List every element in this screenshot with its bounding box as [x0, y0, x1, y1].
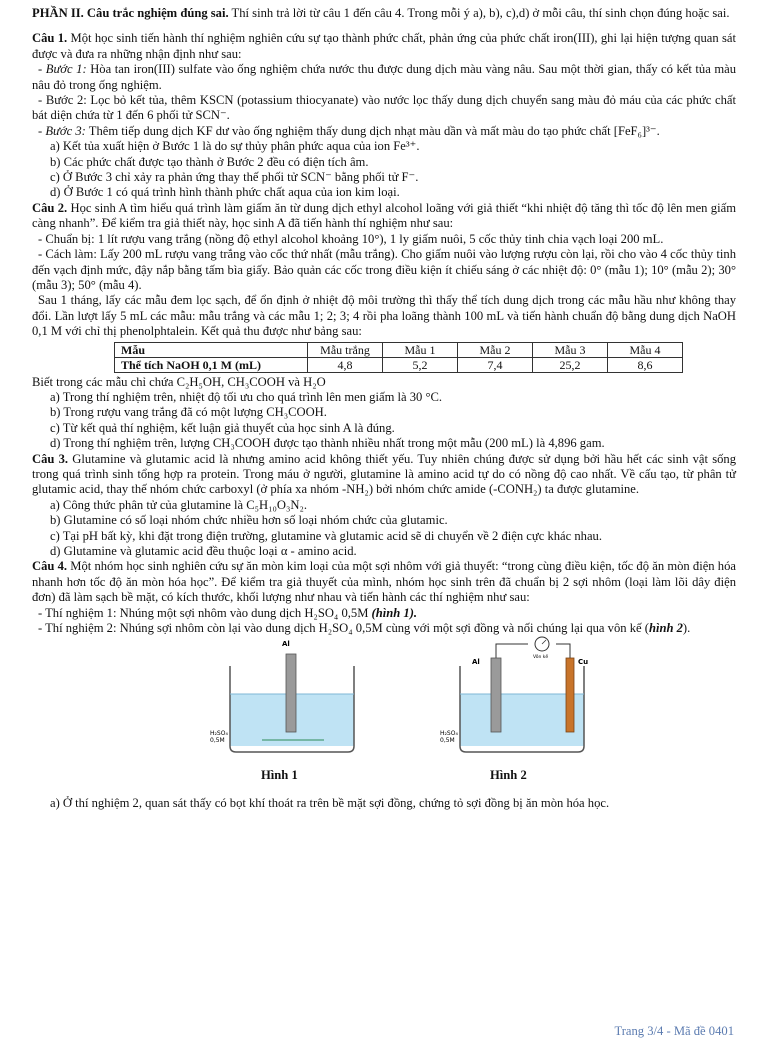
q3-stem: Câu 3. Glutamine và glutamic acid là nhưng amino acid không thiết yếu. Tuy nhiên chúng được sử dụng bởi hầu hết các sinh vật sống trong quá trình sinh tổng hợp ra protein. Trong máu ở người, glutamine là amino acid tự do có nồng độ cao nhất. Về cấu tạo, từ phân tử glutamic acid, thay thế nhóm chức carboxyl (ở phía xa nhóm -NH₂) bởi nhóm chức amide (-CONH₂) ta được glutamine.	[32, 451, 736, 497]
metal-label-cu: Cu	[578, 658, 589, 667]
figure-2-caption: Hình 2	[490, 768, 527, 783]
q1-step2: - Bước 2: Lọc bỏ kết tủa, thêm KSCN (potassium thiocyanate) vào nước lọc thấy dung dịch chuyển sang màu đỏ máu của các phức chất bát diện chứa từ 1 đến 6 phối tử SCN⁻.	[32, 93, 736, 123]
table-cell: 8,6	[608, 357, 683, 372]
wire-left	[496, 644, 528, 658]
wire-right	[556, 644, 570, 658]
figure-2-beaker	[432, 636, 612, 766]
table-row	[115, 357, 683, 372]
q2-known: Biết trong các mẫu chỉ chứa C₂H₅OH, CH₃COOH và H₂O	[32, 374, 326, 389]
figures	[32, 636, 736, 786]
q2-option-c: c) Từ kết quả thí nghiệm, kết luận giả thuyết của học sinh A là đúng.	[50, 420, 395, 435]
table-header-cell: Mẫu 3	[533, 342, 608, 357]
table-header-row	[115, 342, 683, 357]
table-header-cell: Mẫu 4	[608, 342, 683, 357]
part-instruction: Thí sinh trả lời từ câu 1 đến câu 4. Trong mỗi ý a), b), c),d) ở mỗi câu, thí sinh chọn đúng hoặc sai.	[228, 6, 730, 20]
q3-option-a: a) Công thức phân tử của glutamine là C₅H₁₀O₃N₂.	[50, 497, 307, 512]
table-header-cell: Mẫu trắng	[308, 342, 383, 357]
q1-label: Câu 1.	[32, 31, 68, 46]
table-header-cell: Mẫu 2	[458, 342, 533, 357]
table-cell: 25,2	[533, 357, 608, 372]
q4-exp2: - Thí nghiệm 2: Nhúng sợi nhôm còn lại vào dung dịch H₂SO₄ 0,5M cùng với một sợi đồng và nối chúng lại qua vôn kế (hình 2).	[38, 621, 691, 636]
q1-option-a: a) Kết tủa xuất hiện ở Bước 1 là do sự thủy phân phức aqua của ion Fe³⁺.	[50, 139, 420, 154]
results-table	[114, 342, 683, 373]
q1-option-b: b) Các phức chất được tạo thành ở Bước 2 đều có điện tích âm.	[50, 154, 369, 169]
q1-option-c: c) Ở Bước 3 chỉ xảy ra phản ứng thay thế phối tử SCN⁻ bằng phối tử F⁻.	[50, 170, 419, 185]
q2-option-b: b) Trong rượu vang trắng đã có một lượng CH₃COOH.	[50, 405, 327, 420]
figure-1-caption: Hình 1	[261, 768, 298, 783]
part-header	[32, 6, 736, 21]
voltmeter-label: Vôn kế	[533, 655, 549, 661]
solution-fill	[460, 694, 584, 746]
q4-exp1: - Thí nghiệm 1: Nhúng một sợi nhôm vào dung dịch H₂SO₄ 0,5M (hình 1).	[38, 605, 418, 620]
q1-option-d: d) Ở Bước 1 có quá trình hình thành phức chất aqua của ion kim loại.	[50, 185, 400, 200]
q1-stem: Câu 1. Một học sinh tiến hành thí nghiệm nghiên cứu sự tạo thành phức chất, phản ứng của phức chất iron(III), ghi lại hiện tượng quan sát được và đưa ra những nhận định như sau:	[32, 31, 736, 61]
q2-after: Sau 1 tháng, lấy các mẫu đem lọc sạch, để ổn định ở nhiệt độ môi trường thì thấy thể tích dung dịch trong các mẫu hầu như không thay đổi. Lần lượt lấy 5 mL các mẫu: mẫu trắng và các mẫu 1; 2; 3; 4 rồi pha loãng thành 100 mL và tiến hành chuẩn độ bằng dung dịch NaOH 0,1 M với chỉ thị phenolphtalein. Kết quả thu được như bảng sau:	[32, 293, 736, 339]
table-cell: 4,8	[308, 357, 383, 372]
q4-stem: Câu 4. Một nhóm học sinh nghiên cứu sự ăn mòn kim loại của một sợi nhôm với giả thuyết: “trong cùng điều kiện, tốc độ ăn mòn điện hóa nhanh hơn tốc độ ăn mòn hóa học”. Để kiểm tra giả thuyết của mình, nhóm học sinh trên đã chuẩn bị 2 sợi nhôm (loại làm lõi dây điện đơn) đã làm sạch bề mặt, có kích thước, khối lượng như nhau và tiến hành các thí nghiệm như sau:	[32, 559, 736, 605]
exam-page	[32, 6, 736, 812]
q1-step3: - Bước 3: Thêm tiếp dung dịch KF dư vào ống nghiệm thấy dung dịch nhạt màu dần và mất màu do tạo phức chất [FeF₆]³⁻.	[38, 123, 660, 138]
solution-label: H₂SO₄	[440, 730, 458, 738]
metal-label-al: Al	[472, 658, 480, 667]
table-row-label: Thể tích NaOH 0,1 M (mL)	[115, 357, 308, 372]
cu-wire	[566, 658, 574, 732]
part-title: PHẦN II. Câu trắc nghiệm đúng sai.	[32, 6, 229, 20]
q3-option-d: d) Glutamine và glutamic acid đều thuộc loại α - amino acid.	[50, 544, 357, 558]
solution-conc: 0,5M	[210, 737, 225, 745]
table-header-cell: Mẫu	[115, 342, 308, 357]
q4-label: Câu 4.	[32, 559, 68, 574]
table-header-cell: Mẫu 1	[383, 342, 458, 357]
page-footer: Trang 3/4 - Mã đề 0401	[614, 1024, 734, 1038]
table-cell: 7,4	[458, 357, 533, 372]
q3-label: Câu 3.	[32, 451, 69, 466]
q4-option-a: a) Ở thí nghiệm 2, quan sát thấy có bọt khí thoát ra trên bề mặt sợi đồng, chứng tỏ sợi đồng bị ăn mòn hóa học.	[50, 796, 610, 811]
q2-method: - Cách làm: Lấy 200 mL rượu vang trắng vào cốc thứ nhất (mẫu trắng). Cho giấm nuôi vào lượng rượu còn lại, rồi cho vào 4 cốc thủy tinh đến vạch định mức, đậy nắp bằng tấm bìa giấy. Bảo quản các cốc trong điều kiện ít chiếu sáng ở các nhiệt độ: 0° (mẫu 1); 10° (mẫu 2); 30° (mẫu 3); 50° (mẫu 4).	[32, 247, 736, 292]
q1-step1: - Bước 1: Hòa tan iron(III) sulfate vào ống nghiệm chứa nước thu được dung dịch màu vàng nâu. Sau một thời gian, thấy có kết tủa màu nâu đỏ trong ống nghiệm.	[32, 62, 737, 92]
q3-option-c: c) Tại pH bất kỳ, khi đặt trong điện trường, glutamine và glutamic acid sẽ di chuyển về 2 điện cực khác nhau.	[50, 528, 603, 543]
q3-option-b: b) Glutamine có số loại nhóm chức nhiều hơn số loại nhóm chức của glutamic.	[50, 513, 448, 528]
al-wire	[491, 658, 501, 732]
solution-label: H₂SO₄	[210, 730, 228, 738]
al-wire	[286, 654, 296, 732]
table-cell: 5,2	[383, 357, 458, 372]
q2-stem: Câu 2. Học sinh A tìm hiểu quá trình làm giấm ăn từ dung dịch ethyl alcohol loãng với giả thiết “khi nhiệt độ tăng thì tốc độ lên men giấm càng nhanh”. Để kiểm tra giả thiết này, học sinh A đã tiến hành thí nghiệm như sau:	[32, 200, 736, 231]
solution-conc: 0,5M	[440, 737, 455, 745]
metal-label: Al	[282, 640, 290, 649]
q2-option-d: d) Trong thí nghiệm trên, lượng CH₃COOH được tạo thành nhiều nhất trong một mẫu (200 mL) là 4,896 gam.	[50, 436, 605, 451]
figure-1-beaker	[202, 636, 382, 766]
q2-prep: - Chuẩn bị: 1 lít rượu vang trắng (nồng độ ethyl alcohol khoảng 10°), 1 ly giấm nuôi, 5 cốc thủy tinh chia vạch loại 200 mL.	[38, 231, 664, 246]
q2-label: Câu 2.	[32, 200, 68, 215]
q2-option-a: a) Trong thí nghiệm trên, nhiệt độ tối ưu cho quá trình lên men giấm là 30 °C.	[50, 389, 443, 404]
